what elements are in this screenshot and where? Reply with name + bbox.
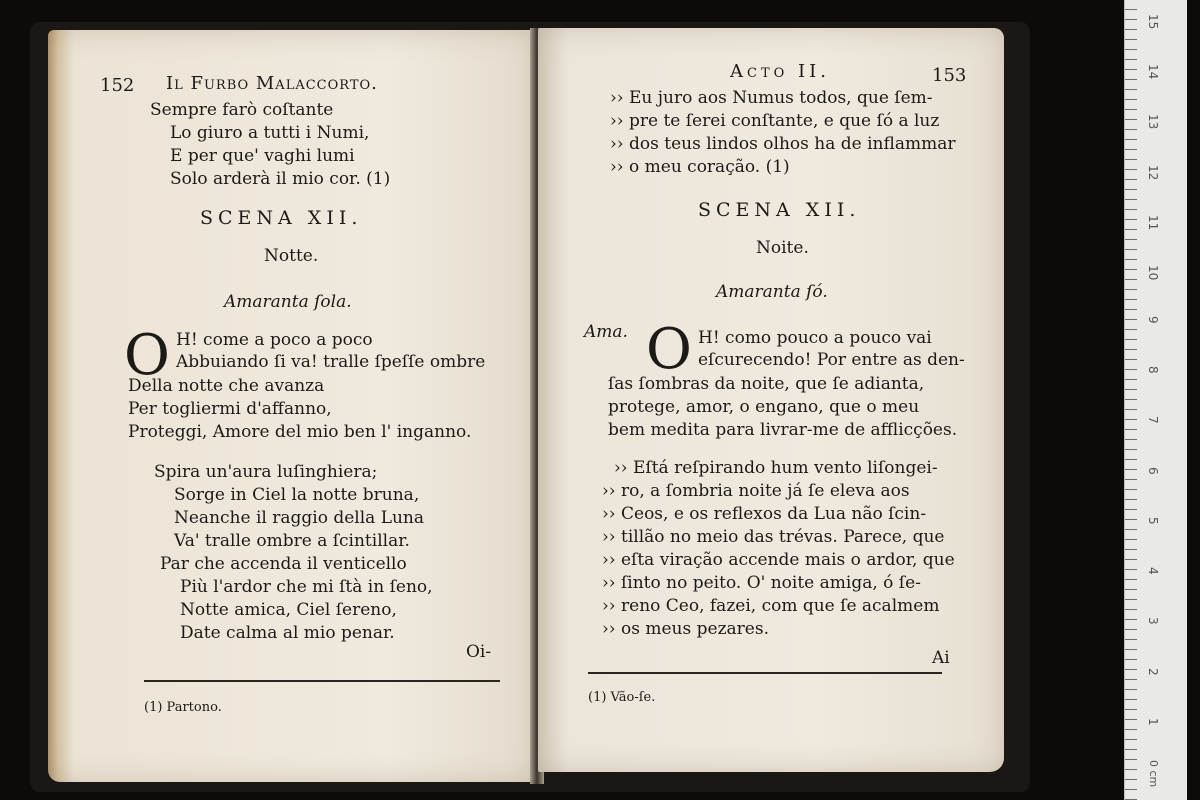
- right-page: [538, 28, 1004, 772]
- song-line: ›› ſinto no peito. O' noite amiga, ó ſe-: [602, 573, 921, 593]
- footnote-left: (1) Partono.: [144, 700, 222, 715]
- recit-line: ſas ſombras da noite, que ſe adianta,: [608, 374, 925, 394]
- dropcap-left: O: [124, 323, 170, 388]
- ruler-number: 8: [1146, 365, 1160, 374]
- scene-setting-right: Noite.: [756, 238, 809, 258]
- character-left: Amaranta ſola.: [224, 292, 352, 312]
- aria-line: Sempre farò coſtante: [150, 100, 334, 120]
- recit-line: Abbuiando ſi va! tralle ſpeſſe ombre: [176, 352, 486, 372]
- song-line: ›› reno Ceo, fazei, com que ſe acalmem: [602, 596, 940, 616]
- aria-line: Lo giuro a tutti i Numi,: [170, 123, 370, 143]
- recit-line: Proteggi, Amore del mio ben l' inganno.: [128, 422, 472, 442]
- page-number-left: 152: [100, 75, 135, 96]
- ruler-number: 13: [1146, 114, 1160, 130]
- left-page: [48, 30, 536, 782]
- footnote-rule-right: [588, 672, 942, 674]
- recit-line: H! come a poco a poco: [176, 330, 373, 350]
- ruler-number: 11: [1146, 215, 1160, 231]
- ruler-number: 6: [1146, 466, 1160, 475]
- ruler-number: 1: [1146, 718, 1160, 726]
- aria-line: E per que' vaghi lumi: [170, 146, 355, 166]
- song-line: Par che accenda il venticello: [160, 554, 407, 574]
- page-number-right: 153: [932, 65, 967, 86]
- ruler-unit-label: 0 cm: [1147, 760, 1160, 788]
- ruler-number: 12: [1146, 164, 1160, 180]
- song-line: Sorge in Ciel la notte bruna,: [174, 485, 420, 505]
- character-right: Amaranta ſó.: [716, 282, 828, 302]
- ruler-number: 15: [1146, 13, 1160, 30]
- catchword-left: Oi-: [466, 642, 492, 662]
- song-line: ›› Eſtá reſpirando hum vento liſongei-: [614, 458, 938, 478]
- ruler-number: 3: [1146, 617, 1160, 626]
- ruler-number: 4: [1146, 567, 1160, 575]
- dropcap-right: O: [646, 317, 692, 382]
- ruler-number: 2: [1146, 667, 1160, 676]
- song-line: ›› os meus pezares.: [602, 619, 769, 639]
- ruler-number: 7: [1146, 416, 1160, 424]
- oath-line: ›› pre te ſerei conſtante, e que ſó a luz: [610, 111, 940, 131]
- speaker-label: Ama.: [584, 322, 628, 342]
- oath-line: ›› dos teus lindos olhos ha de inflammar: [610, 134, 956, 154]
- footnote-rule-left: [144, 680, 500, 682]
- song-line: ›› eſta viração accende mais o ardor, que: [602, 550, 955, 570]
- song-line: Date calma al mio penar.: [180, 623, 395, 643]
- scene-setting-left: Notte.: [264, 246, 319, 266]
- song-line: Neanche il raggio della Luna: [174, 508, 425, 528]
- song-line: ›› ro, a ſombria noite já ſe eleva aos: [602, 481, 910, 501]
- song-line: Va' tralle ombre a ſcintillar.: [174, 531, 410, 551]
- running-head-right: Acto II.: [730, 61, 830, 82]
- aria-line: Solo arderà il mio cor. (1): [170, 169, 391, 189]
- ruler-number: 9: [1146, 315, 1160, 324]
- song-line: ›› tillão no meio das trévas. Parece, que: [602, 527, 945, 547]
- ruler-number: 14: [1146, 64, 1160, 80]
- oath-line: ›› Eu juro aos Numus todos, que ſem-: [610, 88, 933, 108]
- running-head-left: Il Furbo Malaccorto.: [166, 73, 378, 94]
- ruler-number: 5: [1146, 516, 1160, 525]
- recit-line: bem medita para livrar-me de afflicções.: [608, 420, 958, 440]
- oath-line: ›› o meu coração. (1): [610, 157, 790, 177]
- song-line: Più l'ardor che mi ſtà in ſeno,: [180, 577, 433, 597]
- scene-title-right: SCENA XII.: [698, 199, 861, 221]
- song-line: Spira un'aura luſinghiera;: [154, 462, 378, 482]
- song-line: Notte amica, Ciel ſereno,: [180, 600, 397, 620]
- scene-title-left: SCENA XII.: [200, 207, 363, 229]
- catchword-right: Ai: [932, 648, 950, 668]
- ruler-number: 10: [1146, 265, 1160, 281]
- recit-line: Della notte che avanza: [128, 376, 325, 396]
- recit-line: eſcurecendo! Por entre as den-: [698, 350, 965, 370]
- footnote-right: (1) Vão-ſe.: [588, 690, 656, 705]
- recit-line: protege, amor, o engano, que o meu: [608, 397, 920, 417]
- song-line: ›› Ceos, e os reflexos da Lua não ſcin-: [602, 504, 927, 524]
- recit-line: Per togliermi d'affanno,: [128, 399, 332, 419]
- recit-line: H! como pouco a pouco vai: [698, 328, 932, 348]
